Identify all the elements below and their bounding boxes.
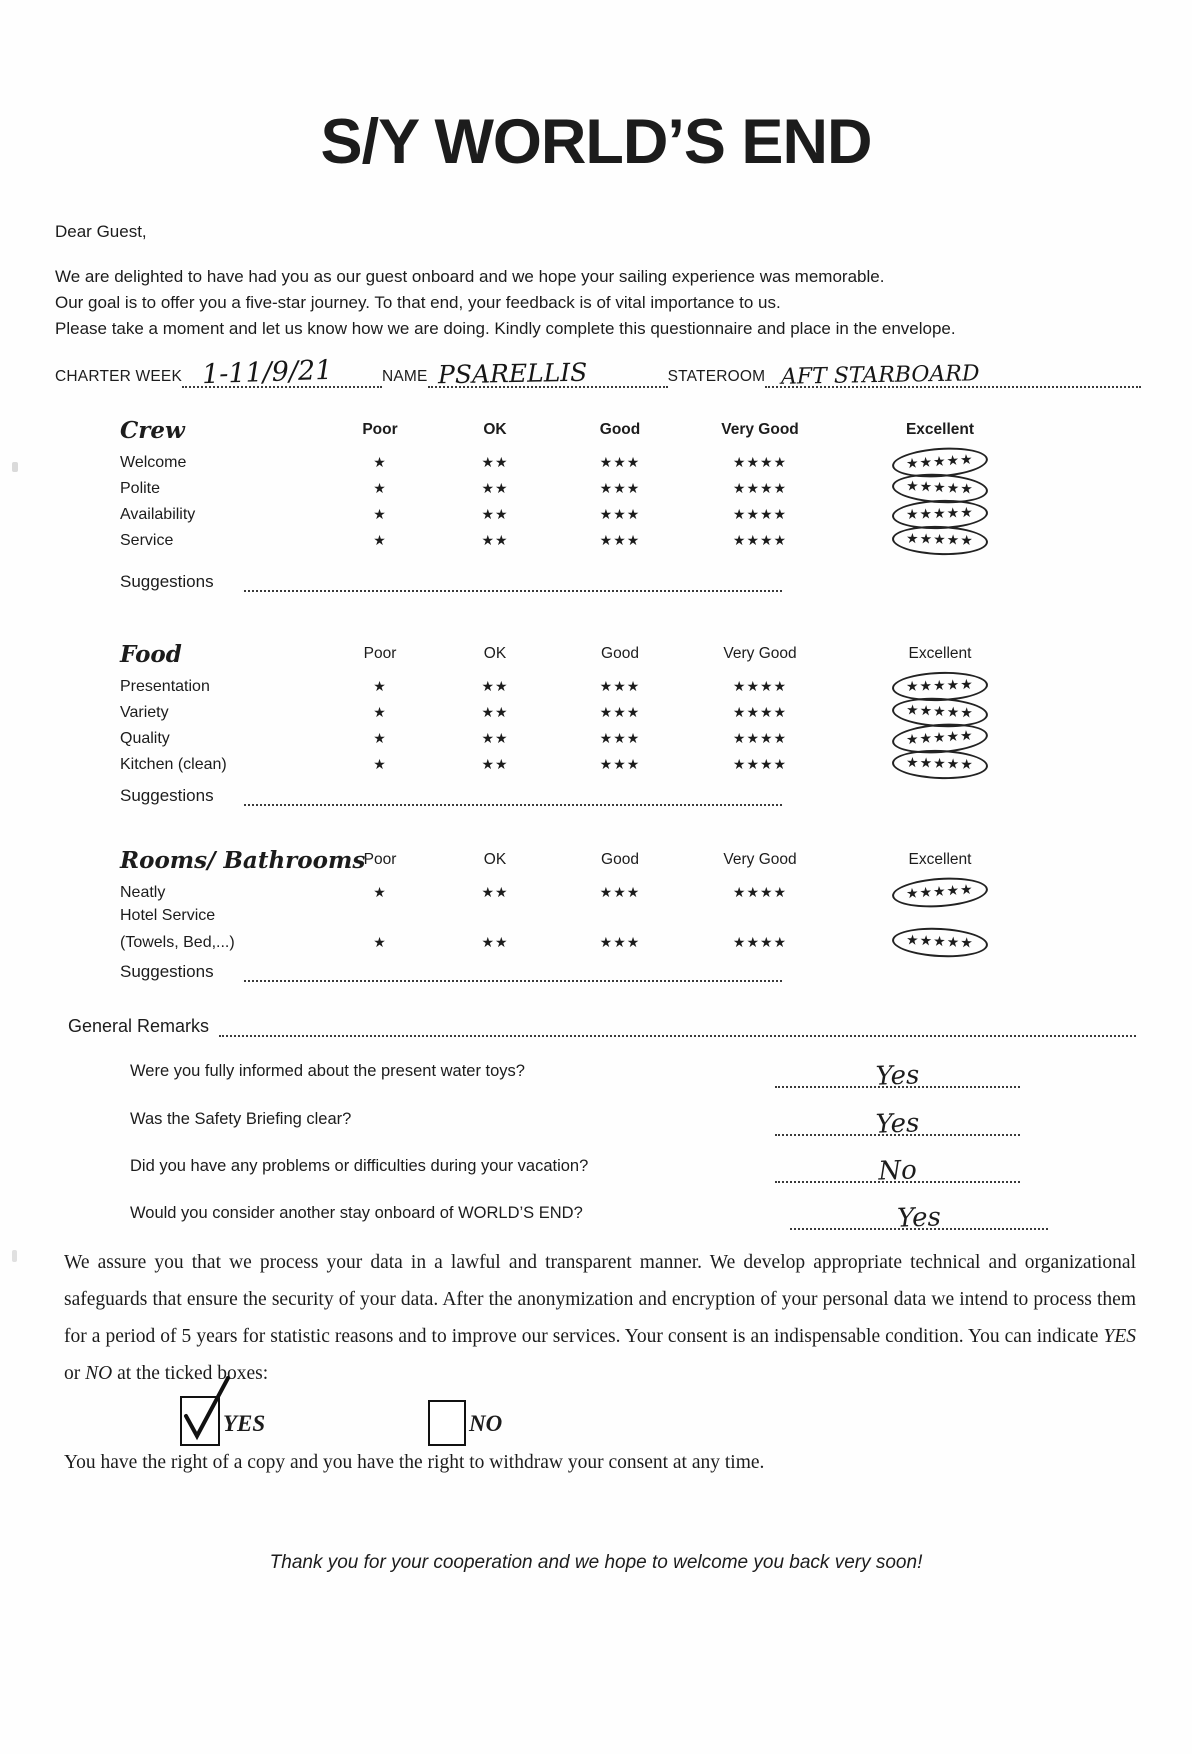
column-header-ok: OK xyxy=(483,421,507,438)
rating-row-variety xyxy=(120,698,1050,724)
column-header-ok: OK xyxy=(483,851,507,868)
star-rating-3[interactable]: ★★★ xyxy=(599,454,641,470)
general-remarks-write-line[interactable] xyxy=(219,1021,1136,1037)
intro-paragraph xyxy=(55,264,956,342)
star-rating-4[interactable]: ★★★★ xyxy=(732,884,788,900)
star-rating-4[interactable]: ★★★★ xyxy=(732,480,788,496)
star-rating-5-selected[interactable] xyxy=(835,928,1045,957)
crew-suggestions-row xyxy=(120,572,782,592)
row-label: Service xyxy=(120,531,174,549)
scan-artifact xyxy=(12,462,18,472)
charter-info-row xyxy=(55,348,1141,391)
hand-drawn-circle: ★★★★★ xyxy=(892,498,989,530)
privacy-paragraph xyxy=(64,1244,1136,1392)
food-header-row xyxy=(120,636,1050,672)
suggestions-write-line[interactable] xyxy=(244,790,782,806)
question-water-toys: Were you fully informed about the present water toys? xyxy=(130,1062,525,1080)
page-title: S/Y WORLD’S END xyxy=(320,107,872,177)
star-rating-2[interactable]: ★★ xyxy=(481,506,509,522)
star-rating-3[interactable]: ★★★ xyxy=(599,756,641,772)
intro-line: We are delighted to have had you as our guest onboard and we hope your sailing experience was memorable. xyxy=(55,267,885,286)
column-header-very-good: Very Good xyxy=(721,421,799,438)
stateroom-handwritten-value: AFT STARBOARD xyxy=(781,361,980,390)
star-rating-3[interactable]: ★★★ xyxy=(599,730,641,746)
answer-line[interactable] xyxy=(775,1052,1020,1092)
greeting: Dear Guest, xyxy=(55,222,147,241)
column-header-good: Good xyxy=(601,645,639,662)
star-rating-4[interactable]: ★★★★ xyxy=(732,934,788,950)
row-label: Quality xyxy=(120,729,170,747)
star-rating-5-selected[interactable] xyxy=(835,878,1045,907)
rating-row-neatly xyxy=(120,878,1050,903)
star-rating-1[interactable]: ★ xyxy=(373,884,387,900)
star-rating-3[interactable]: ★★★ xyxy=(599,934,641,950)
column-header-very-good: Very Good xyxy=(723,645,797,662)
rights-line: You have the right of a copy and you have the right to withdraw your consent at any time. xyxy=(64,1452,765,1473)
scan-artifact xyxy=(12,1250,17,1262)
suggestions-label: Suggestions xyxy=(120,786,214,805)
privacy-tail-text: at the ticked boxes: xyxy=(117,1363,269,1384)
star-rating-2[interactable]: ★★ xyxy=(481,704,509,720)
question-problems: Did you have any problems or difficulties during your vacation? xyxy=(130,1157,589,1175)
star-rating-1[interactable]: ★ xyxy=(373,756,387,772)
crew-header-row xyxy=(120,412,1050,448)
answer-handwritten-value: Yes xyxy=(875,1060,920,1092)
row-label: Welcome xyxy=(120,453,187,471)
charter-week-handwritten-value: 1-11/9/21 xyxy=(201,354,333,391)
charter-week-field[interactable] xyxy=(182,348,382,391)
column-header-ok: OK xyxy=(483,645,507,662)
column-header-good: Good xyxy=(599,421,641,438)
answer-line[interactable] xyxy=(790,1194,1048,1234)
name-label: NAME xyxy=(382,368,428,385)
answer-line[interactable] xyxy=(775,1147,1020,1187)
star-rating-3[interactable]: ★★★ xyxy=(599,678,641,694)
closing-thank-you-line: Thank you for your cooperation and we hope to welcome you back very soon! xyxy=(269,1552,923,1573)
rating-row-welcome xyxy=(120,448,1050,474)
star-rating-3[interactable]: ★★★ xyxy=(599,532,641,548)
star-rating-4[interactable]: ★★★★ xyxy=(732,678,788,694)
star-rating-5-selected[interactable] xyxy=(835,698,1045,727)
answer-handwritten-value: Yes xyxy=(875,1108,920,1140)
general-remarks-label: General Remarks xyxy=(68,1016,210,1036)
star-rating-5-selected[interactable] xyxy=(835,724,1045,753)
rooms-rating-section xyxy=(120,842,1050,953)
food-suggestions-row xyxy=(120,786,782,806)
star-rating-5-selected[interactable] xyxy=(835,526,1045,555)
food-section-title: Food xyxy=(120,640,182,668)
stateroom-field[interactable] xyxy=(765,348,1141,388)
star-rating-1[interactable]: ★ xyxy=(373,730,387,746)
hand-drawn-circle: ★★★★★ xyxy=(891,472,988,506)
hand-drawn-circle: ★★★★★ xyxy=(891,721,989,757)
row-label: Hotel Service xyxy=(120,906,216,924)
star-rating-2[interactable]: ★★ xyxy=(481,934,509,950)
rooms-section-title: Rooms/ Bathrooms xyxy=(120,846,366,874)
star-rating-4[interactable]: ★★★★ xyxy=(732,532,788,548)
yes-checkbox-label: YES xyxy=(223,1411,266,1436)
column-header-excellent: Excellent xyxy=(905,421,975,438)
star-rating-4[interactable]: ★★★★ xyxy=(732,756,788,772)
rating-row-polite xyxy=(120,474,1050,500)
answer-line[interactable] xyxy=(775,1100,1020,1140)
star-rating-1[interactable]: ★ xyxy=(373,704,387,720)
answer-handwritten-value: No xyxy=(877,1155,918,1187)
star-rating-1[interactable]: ★ xyxy=(373,678,387,694)
no-checkbox-label: NO xyxy=(469,1411,503,1436)
column-header-excellent: Excellent xyxy=(908,851,972,868)
name-field[interactable] xyxy=(428,348,668,388)
row-label: Variety xyxy=(120,703,169,721)
rating-row-towels-bed xyxy=(120,928,1050,953)
intro-line: Please take a moment and let us know how we are doing. Kindly complete this questionnaire and place in the envelope. xyxy=(55,319,956,338)
intro-line: Our goal is to offer you a five-star journey. To that end, your feedback is of vital importance to us. xyxy=(55,293,781,312)
star-rating-2[interactable]: ★★ xyxy=(481,756,509,772)
yes-checkbox-checked[interactable] xyxy=(180,1396,220,1446)
hand-drawn-circle: ★★★★★ xyxy=(891,696,988,730)
privacy-body-text: We assure you that we process your data in a lawful and transparent manner. We develop appropriate technical and organizational safeguards that ensure the security of your data. After the anonymization and encryption of your personal data we intend to process them for a period of 5 years for statistic reasons and to improve our services. Your consent is an indispensable condition. You can indicate xyxy=(64,1252,1136,1347)
star-rating-1[interactable]: ★ xyxy=(373,454,387,470)
star-rating-3[interactable]: ★★★ xyxy=(599,884,641,900)
column-header-excellent: Excellent xyxy=(908,645,972,662)
charter-week-label: CHARTER WEEK xyxy=(55,368,182,385)
rooms-header-row xyxy=(120,842,1050,878)
privacy-yes-word: YES xyxy=(1103,1326,1136,1347)
row-label: Presentation xyxy=(120,677,210,695)
column-header-good: Good xyxy=(601,851,639,868)
star-rating-2[interactable]: ★★ xyxy=(481,678,509,694)
suggestions-label: Suggestions xyxy=(120,572,214,591)
suggestions-write-line[interactable] xyxy=(244,966,782,982)
star-rating-4[interactable]: ★★★★ xyxy=(732,730,788,746)
rating-row-quality xyxy=(120,724,1050,750)
privacy-no-word: NO xyxy=(85,1363,113,1384)
row-label: Availability xyxy=(120,505,196,523)
rooms-suggestions-row xyxy=(120,962,782,982)
star-rating-3[interactable]: ★★★ xyxy=(599,704,641,720)
star-rating-2[interactable]: ★★ xyxy=(481,730,509,746)
star-rating-2[interactable]: ★★ xyxy=(481,480,509,496)
star-rating-2[interactable]: ★★ xyxy=(481,884,509,900)
star-rating-5-selected[interactable] xyxy=(835,500,1045,529)
row-label: Polite xyxy=(120,479,161,497)
name-handwritten-value: PSARELLIS xyxy=(437,357,588,390)
hand-drawn-circle: ★★★★★ xyxy=(892,524,989,556)
hand-drawn-circle: ★★★★★ xyxy=(892,748,989,780)
crew-rating-section xyxy=(120,412,1050,552)
star-rating-3[interactable]: ★★★ xyxy=(599,506,641,522)
column-header-poor: Poor xyxy=(363,851,397,868)
star-rating-1[interactable]: ★ xyxy=(373,532,387,548)
star-rating-5-selected[interactable] xyxy=(835,750,1045,779)
star-rating-4[interactable]: ★★★★ xyxy=(732,454,788,470)
food-rating-section xyxy=(120,636,1050,776)
star-rating-5-selected[interactable] xyxy=(835,474,1045,503)
crew-section-title: Crew xyxy=(120,416,185,444)
star-rating-4[interactable]: ★★★★ xyxy=(732,506,788,522)
star-rating-2[interactable]: ★★ xyxy=(481,454,509,470)
question-another-stay: Would you consider another stay onboard of WORLD’S END? xyxy=(130,1204,583,1222)
answer-handwritten-value: Yes xyxy=(896,1202,942,1234)
consent-checkbox-row xyxy=(0,1396,1192,1456)
question-safety-briefing: Was the Safety Briefing clear? xyxy=(130,1110,352,1128)
column-header-poor: Poor xyxy=(362,421,398,438)
row-label: (Towels, Bed,...) xyxy=(120,933,235,951)
rating-row-service xyxy=(120,526,1050,552)
hand-drawn-circle: ★★★★★ xyxy=(891,445,989,481)
rating-row-kitchen xyxy=(120,750,1050,776)
star-rating-3[interactable]: ★★★ xyxy=(599,480,641,496)
column-header-very-good: Very Good xyxy=(723,851,797,868)
hand-drawn-circle: ★★★★★ xyxy=(892,670,989,702)
suggestions-label: Suggestions xyxy=(120,962,214,981)
hand-drawn-circle: ★★★★★ xyxy=(891,875,989,911)
row-label: Kitchen (clean) xyxy=(120,755,227,773)
column-header-poor: Poor xyxy=(363,645,397,662)
row-label: Neatly xyxy=(120,883,166,901)
star-rating-4[interactable]: ★★★★ xyxy=(732,704,788,720)
general-remarks-row xyxy=(68,1016,1136,1037)
star-rating-1[interactable]: ★ xyxy=(373,480,387,496)
star-rating-5-selected[interactable] xyxy=(835,672,1045,701)
rating-row-availability xyxy=(120,500,1050,526)
star-rating-1[interactable]: ★ xyxy=(373,934,387,950)
suggestions-write-line[interactable] xyxy=(244,576,782,592)
hand-drawn-circle: ★★★★★ xyxy=(891,926,988,960)
stateroom-label: STATEROOM xyxy=(667,368,766,385)
rating-row-presentation xyxy=(120,672,1050,698)
no-checkbox-unchecked[interactable] xyxy=(428,1400,466,1446)
privacy-or-word: or xyxy=(64,1363,81,1384)
star-rating-5-selected[interactable] xyxy=(835,448,1045,477)
star-rating-1[interactable]: ★ xyxy=(373,506,387,522)
star-rating-2[interactable]: ★★ xyxy=(481,532,509,548)
